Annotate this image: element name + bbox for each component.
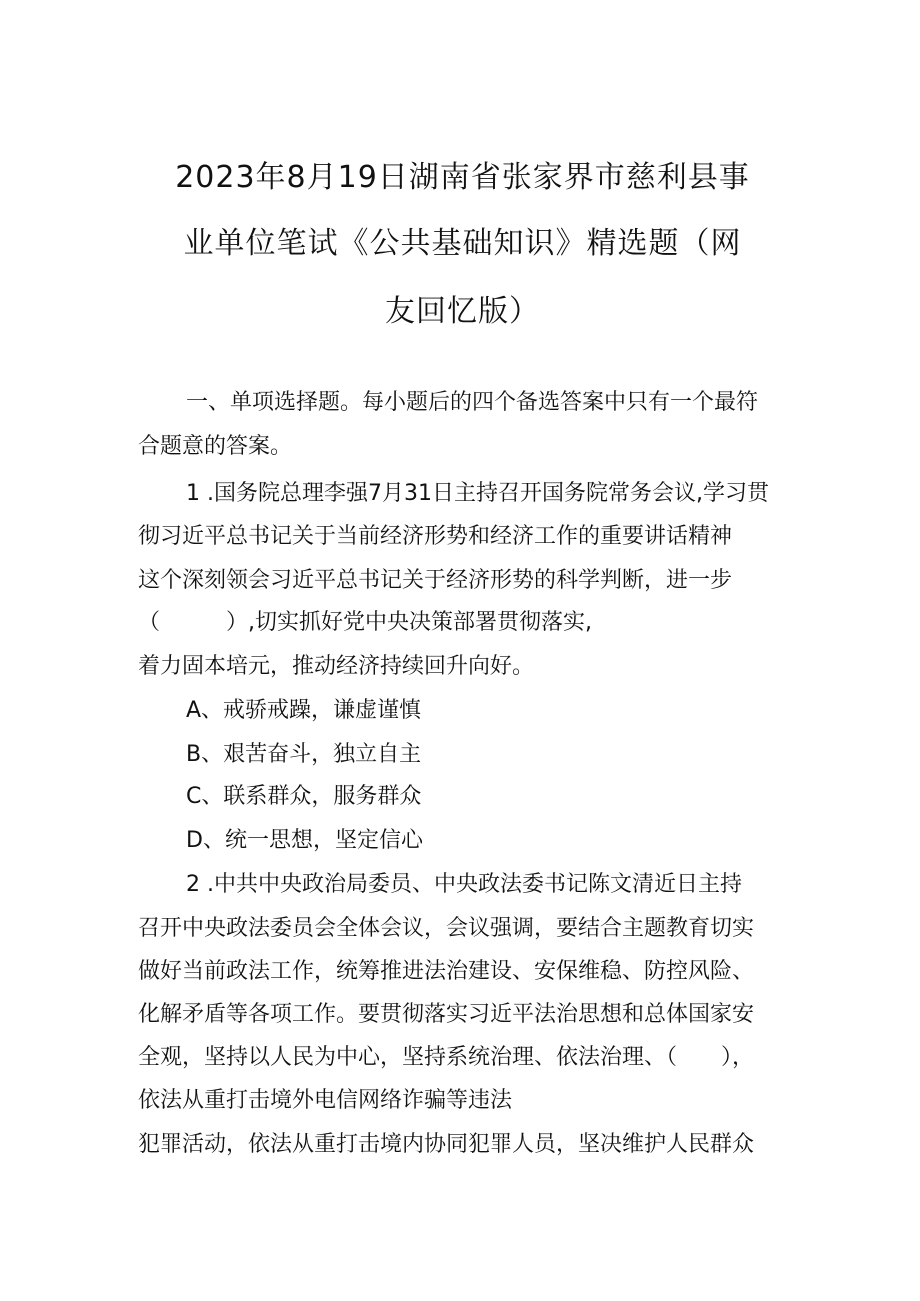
question-1-option-a: A、戒骄戒躁，谦虚谨慎	[186, 698, 422, 723]
question-1-option-b: B、艰苦奋斗，独立自主	[186, 742, 422, 767]
title-line-1: 2023年8月19日湖南省张家界市慈利县事	[175, 160, 750, 195]
title-line-3: 友回忆版）	[385, 294, 540, 329]
question-2-line-5: 全观，坚持以人民为中心，坚持系统治理、依法治理、（ ），	[138, 1045, 755, 1070]
question-1-line-5: 着力固本培元，推动经济持续回升向好。	[138, 654, 535, 679]
question-2-line-6: 依法从重打击境外电信网络诈骗等违法	[138, 1088, 513, 1113]
question-1-line-3: 这个深刻领会习近平总书记关于经济形势的科学判断，进一步	[138, 568, 733, 593]
question-1-line-1: 1 .国务院总理李强7月31日主持召开国务院常务会议,学习贯	[186, 481, 769, 506]
question-2-line-3: 做好当前政法工作，统筹推进法治建设、安保维稳、防控风险、	[138, 959, 755, 984]
title-line-2: 业单位笔试《公共基础知识》精选题（网	[183, 226, 742, 261]
question-1-option-d: D、统一思想，坚定信心	[186, 828, 423, 853]
question-1-line-2: 彻习近平总书记关于当前经济形势和经济工作的重要讲话精神	[138, 524, 733, 549]
question-1-option-c: C、联系群众，服务群众	[186, 784, 422, 809]
question-2-line-4: 化解矛盾等各项工作。要贯彻落实习近平法治思想和总体国家安	[138, 1002, 755, 1027]
section-heading-cont: 合题意的答案。	[138, 434, 293, 459]
question-1-line-4: （ ）,切实抓好党中央决策部署贯彻落实,	[138, 610, 592, 635]
question-2-line-7: 犯罪活动，依法从重打击境内协同犯罪人员，坚决维护人民群众	[138, 1132, 755, 1157]
question-2-line-1: 2 .中共中央政治局委员、中央政法委书记陈文清近日主持	[186, 872, 742, 897]
section-heading: 一、单项选择题。每小题后的四个备选答案中只有一个最符	[186, 390, 759, 415]
question-2-line-2: 召开中央政法委员会全体会议，会议强调，要结合主题教育切实	[138, 916, 755, 941]
